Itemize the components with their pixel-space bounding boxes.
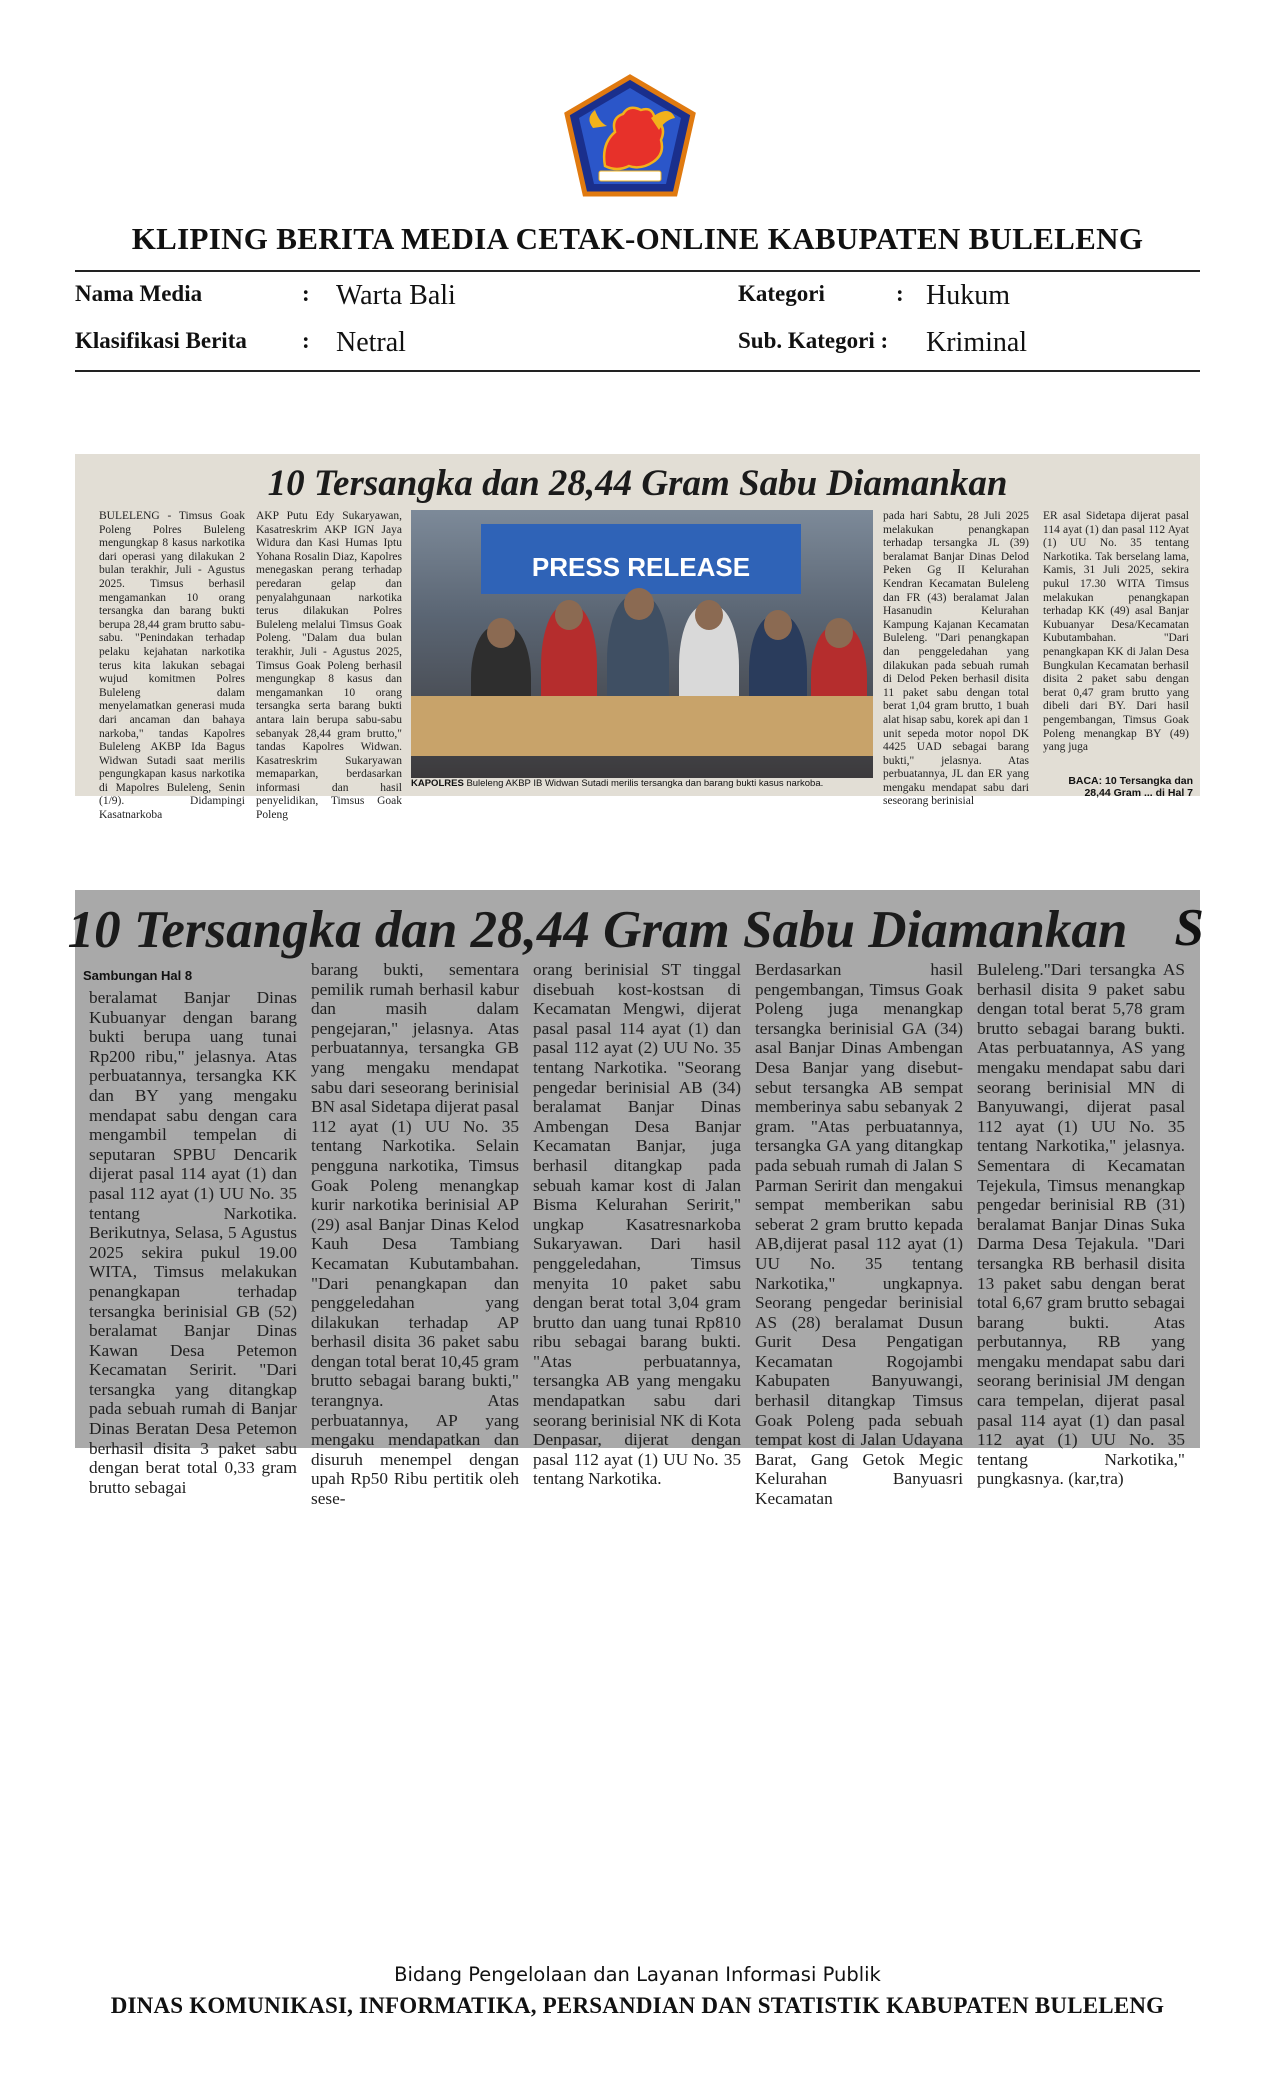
klasifikasi-label: Klasifikasi Berita (75, 328, 247, 353)
clip1-column-1: BULELENG - Timsus Goak Poleng Polres Buleleng mengungkap 8 kasus narkotika dari operasi yang dilakukan 2 bulan terakhir, Juli - Agustus 2025. Timsus berhasil mengamankan 10 orang tersangka dan barang bukti berupa 28,44 gram brutto sabu-sabu. "Penindakan terhadap pelaku kejahatan narkotika terus kita lakukan sebagai wujud komitmen Polres Buleleng dalam menyelamatkan generasi muda dari ancaman dan bahaya narkoba," tandas Kapolres Buleleng AKBP Ida Bagus Widwan Sutadi saat merilis pengungkapan kasus narkotika di Mapolres Buleleng, Senin (1/9). Didampingi Kasatnarkoba (99, 510, 245, 822)
photo-caption (411, 778, 873, 792)
document-title: KLIPING BERITA MEDIA CETAK-ONLINE KABUPATEN BULELENG (131, 221, 1144, 256)
clip1-headline: 10 Tersangka dan 28,44 Gram Sabu Diamankan (267, 463, 1008, 504)
nama-media-colon: : (302, 281, 310, 306)
footer-division: Bidang Pengelolaan dan Layanan Informasi Publik (394, 1963, 881, 1986)
continued-reference: BACA: 10 Tersangka dan 28,44 Gram ... di Hal 7 (1068, 775, 1193, 799)
photo-head (624, 588, 654, 620)
kategori-value: Hukum (926, 280, 1010, 311)
klasifikasi-value: Netral (336, 327, 406, 358)
nama-media-label: Nama Media (75, 281, 203, 306)
clip2-column-2: barang bukti, sementara pemilik rumah berhasil kabur dan masih dalam pengejaran," jelasnya. Atas perbuatannya, tersangka GB yang mengaku mendapat sabu dari seseorang berinisial BN asal Sidetapa dijerat pasal 112 ayat (1) UU No. 35 tentang Narkotika. Selain pengguna narkotika, Timsus Goak Poleng menangkap kurir narkotika berinisial AP (29) asal Banjar Dinas Kelod Kauh Desa Tambiang Kecamatan Kubutambahan. "Dari penangkapan dan penggeledahan yang dilakukan terhadap AP berhasil disita 36 paket sabu dengan total berat 10,45 gram brutto sebagai barang bukti," terangnya. Atas perbuatannya, AP yang mengaku mendapatkan dan disuruh menempel dengan upah Rp50 Ribu pertitik oleh sese- (311, 960, 519, 1509)
photo-caption-text: Buleleng AKBP IB Widwan Sutadi merilis tersangka dan barang bukti kasus narkoba. (466, 778, 824, 789)
newspaper-clipping-front (75, 454, 1200, 822)
clip2-cut-letter: S (1174, 899, 1204, 957)
continuation-label: Sambungan Hal 8 (83, 968, 193, 983)
clip1-column-4: ER asal Sidetapa dijerat pasal 114 ayat (1) dan pasal 112 Ayat (1) UU No. 35 tentang Narkotika. Tak berselang lama, Kamis, 31 Juli 2025, sekira pukul 17.30 WITA Timsus melakukan penangkapan terhadap KK (49) asal Banjar Kubuanyar Desa/Kecamatan Kubutambahan. "Dari penangkapan KK di Jalan Desa Bungkulan Kecamatan berhasil disita 2 paket sabu dengan berat 0,47 gram brutto yang dibeli dari BY. Dari hasil pengembangan, Timsus Goak Poleng menangkap BY (49) yang juga (1043, 510, 1189, 754)
clip2-column-3: orang berinisial ST tinggal disebuah kost-kostsan di Kecamatan Mengwi, dijerat pasal pasal 114 ayat (1) dan pasal 112 ayat (2) UU No. 35 tentang Narkotika. "Seorang pengedar berinisial AB (34) beralamat Banjar Dinas Ambengan Desa Banjar Kecamatan Banjar, juga berhasil ditangkap pada sebuah kamar kost di Jalan Bisma Kelurahan Seririt," ungkap Kasatresnarkoba Sukaryawan. Dari hasil penggeledahan, Timsus menyita 10 paket sabu dengan berat total 3,04 gram brutto dan uang tunai Rp810 ribu sebagai barang bukti. "Atas perbuatannya, tersangka AB yang mengaku mendapatkan sabu dari seorang berinisial NK di Kota Denpasar, dijerat dengan pasal 112 ayat (1) UU No. 35 tentang Narkotika. (533, 960, 741, 1489)
klasifikasi-colon: : (302, 328, 310, 353)
clip1-column-3: pada hari Sabtu, 28 Juli 2025 melakukan penangkapan terhadap tersangka JL (39) beralamat Banjar Dinas Delod Peken Gg II Kelurahan Kendran Kecamatan Buleleng dan FR (43) beralamat Jalan Hasanudin Kelurahan Kampung Kajanan Kecamatan Buleleng. "Dari penangkapan dan penggeledahan yang dilakukan pada sebuah rumah di Delod Peken berhasil disita 11 paket sabu dengan total berat 1,04 gram brutto, 1 buah alat hisap sabu, korek api dan 1 unit sepeda motor nopol DK 4425 UAD sebagai barang bukti," jelasnya. Atas perbuatannya, JL dan ER yang mengaku mendapat sabu dari seseorang berinisial (883, 510, 1029, 808)
clip2-column-1: beralamat Banjar Dinas Kubuanyar dengan barang bukti berupa uang tunai Rp200 ribu," jelasnya. Atas perbuatannya, tersangka KK dan BY yang mengaku mendapat sabu dengan cara mengambil tempelan di seputaran SPBU Dencarik dijerat pasal 114 ayat (1) dan pasal 112 ayat (1) UU No. 35 tentang Narkotika. Berikutnya, Selasa, 5 Agustus 2025 sekira pukul 19.00 WITA, Timsus melakukan penangkapan terhadap tersangka berinisial GB (52) beralamat Banjar Dinas Kawan Desa Petemon Kecamatan Seririt. "Dari tersangka yang ditangkap pada sebuah rumah di Banjar Dinas Beratan Desa Petemon berhasil disita 3 paket sabu dengan berat total 0,33 gram brutto sebagai (89, 988, 297, 1497)
photo-head (695, 600, 723, 630)
photo-head (487, 618, 515, 648)
meta-divider (75, 370, 1200, 372)
clip2-column-5: Buleleng."Dari tersangka AS berhasil disita 9 paket sabu dengan total berat 5,78 gram brutto sebagai barang bukti. Atas perbuatannya, AS yang mengaku mendapat sabu dari seorang berinisial MN di Banyuwangi, dijerat pasal 112 ayat (1) UU No. 35 tentang Narkotika," jelasnya. Sementara di Kecamatan Tejekula, Timsus menangkap pengedar berinisial RB (31) beralamat Banjar Dinas Suka Darma Desa Tejakula. "Dari tersangka RB berhasil disita 13 paket sabu dengan berat total 6,67 gram brutto sebagai barang bukti. Atas perbutannya, RB yang mengaku mendapat sabu dari seorang berinisial JM dengan cara tempelan, dijerat pasal pasal 114 ayat (1) dan pasal 112 ayat (1) UU No. 35 tentang Narkotika," pungkasnya. (kar,tra) (977, 960, 1185, 1489)
kategori-label: Kategori (738, 281, 825, 306)
photo-caption-bold: KAPOLRES (411, 778, 464, 789)
clip1-column-2: AKP Putu Edy Sukaryawan, Kasatreskrim AKP IGN Jaya Widura dan Kasi Humas Iptu Yohana Rosalin Diaz, Kapolres menegaskan perang terhadap peredaran gelap dan penyalahgunaan narkotika terus dilakukan Polres Buleleng melalui Timsus Goak Poleng. "Dalam dua bulan terakhir, Juli - Agustus 2025, Timsus Goak Poleng berhasil mengungkap 8 kasus dan mengamankan 10 orang tersangka serta barang bukti antara lain berupa sabu-sabu sebanyak 28,44 gram brutto," tandas Kapolres Widwan. Kasatreskrim Sukaryawan memaparkan, berdasarkan informasi dan hasil penyelidikan, Timsus Goak Poleng (256, 510, 402, 822)
footer-agency: DINAS KOMUNIKASI, INFORMATIKA, PERSANDIAN DAN STATISTIK KABUPATEN BULELENG (110, 1993, 1165, 2018)
photo-head (555, 600, 583, 630)
title-divider (75, 270, 1200, 272)
kabupaten-buleleng-logo-icon (563, 74, 697, 198)
press-release-banner-text: PRESS RELEASE (531, 552, 751, 582)
photo-head (825, 618, 853, 648)
clip2-column-4: Berdasarkan hasil pengembangan, Timsus Goak Poleng juga menangkap tersangka berinisial GA (34) asal Banjar Dinas Ambengan Desa Banjar yang disebut-sebut tersangka AB sempat memberinya sabu sebanyak 2 gram. "Atas perbuatannya, tersangka GA yang ditangkap pada sebuah rumah di Jalan S Parman Seririt dan mengakui sempat memberikan sabu seberat 2 gram brutto kepada AB,dijerat pasal 112 ayat (1) UU No. 35 tentang Narkotika," ungkapnya. Seorang pengedar berinisial AS (28) beralamat Dusun Gurit Desa Pengatigan Kecamatan Rogojambi Kabupaten Banyuwangi, berhasil ditangkap Timsus Goak Poleng pada sebuah tempat kost di Jalan Udayana Barat, Gang Getok Megic Kelurahan Banyuasri Kecamatan (755, 960, 963, 1509)
kategori-colon: : (896, 281, 904, 306)
press-release-photo (411, 510, 873, 778)
clip2-headline: 10 Tersangka dan 28,44 Gram Sabu Diamankan (67, 901, 1128, 959)
sub-kategori-label: Sub. Kategori : (738, 328, 889, 353)
nama-media-value: Warta Bali (336, 280, 456, 311)
sub-kategori-value: Kriminal (926, 327, 1028, 358)
photo-head (764, 610, 792, 640)
evidence-table (411, 696, 873, 756)
newspaper-clipping-continued (67, 890, 1204, 1509)
